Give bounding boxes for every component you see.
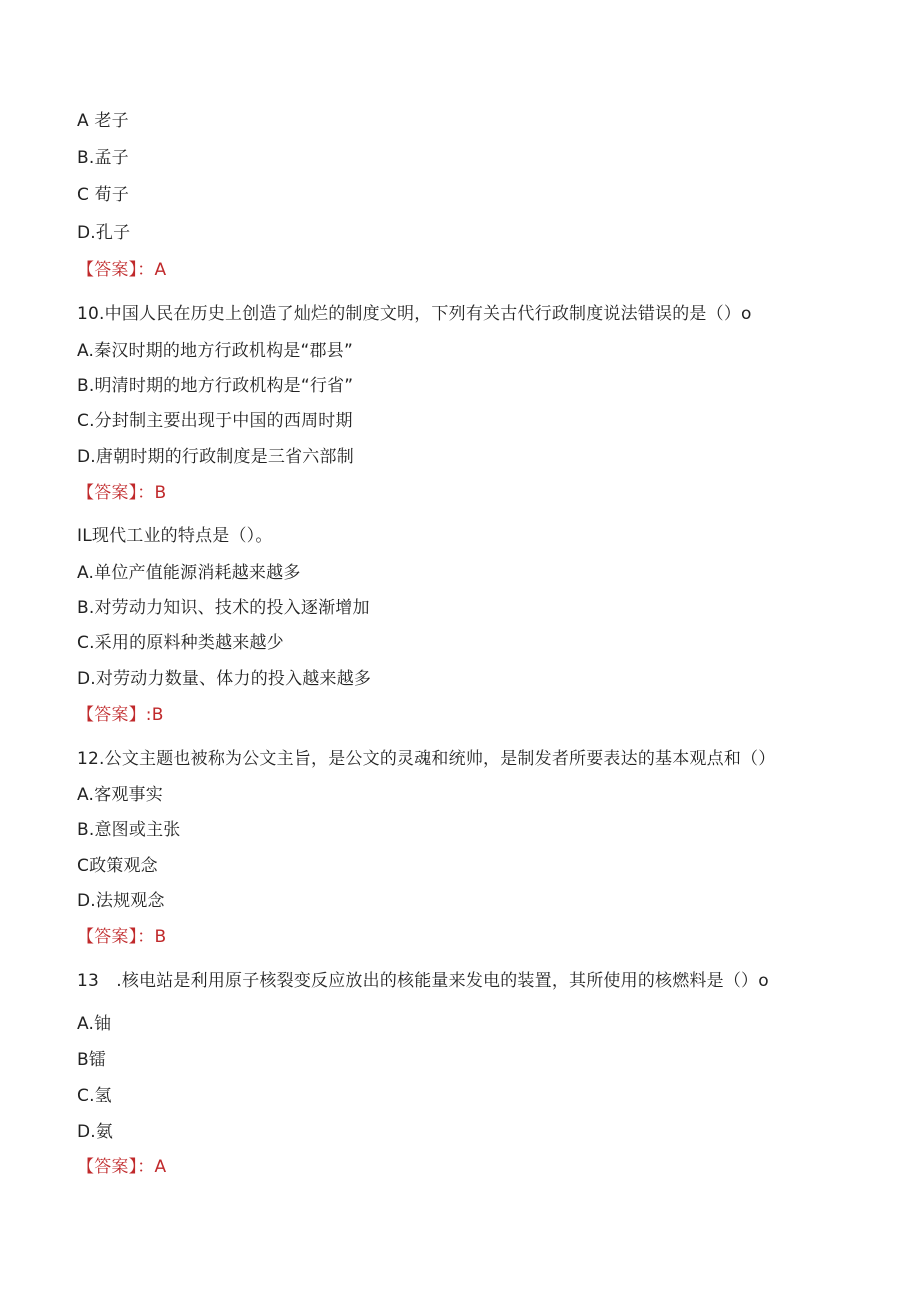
answer-q9: 【答案】：A xyxy=(77,260,167,280)
option-b-mengzi: B.孟子 xyxy=(77,148,129,168)
answer-q12: 【答案】：B xyxy=(77,927,167,947)
option-c-xunzi: C 荀子 xyxy=(77,185,130,205)
option-a-laozi: A 老子 xyxy=(77,111,129,131)
option-11-c: C.采用的原料种类越来越少 xyxy=(77,633,284,653)
option-10-b: B.明清时期的地方行政机构是“行省” xyxy=(77,376,354,396)
option-13-a: A.铀 xyxy=(77,1014,112,1034)
answer-q11: 【答案】:B xyxy=(77,705,164,725)
option-13-c: C.氢 xyxy=(77,1086,112,1106)
answer-q13: 【答案】：A xyxy=(77,1157,167,1177)
option-11-d: D.对劳动力数量、体力的投入越来越多 xyxy=(77,669,372,689)
question-13: 13 .核电站是利用原子核裂变反应放出的核能量来发电的装置，其所使用的核燃料是（）o xyxy=(77,971,769,991)
question-10: 10.中国人民在历史上创造了灿烂的制度文明，下列有关古代行政制度说法错误的是（）o xyxy=(77,304,752,324)
option-12-c: C政策观念 xyxy=(77,856,158,876)
option-12-a: A.客观事实 xyxy=(77,785,163,805)
option-12-b: B.意图或主张 xyxy=(77,820,181,840)
answer-q10: 【答案】：B xyxy=(77,483,167,503)
question-12: 12.公文主题也被称为公文主旨，是公文的灵魂和统帅，是制发者所要表达的基本观点和（） xyxy=(77,749,776,769)
option-12-d: D.法规观念 xyxy=(77,891,165,911)
option-10-c: C.分封制主要出现于中国的西周时期 xyxy=(77,411,353,431)
option-13-d: D.氨 xyxy=(77,1122,114,1142)
option-10-d: D.唐朝时期的行政制度是三省六部制 xyxy=(77,447,354,467)
option-11-a: A.单位产值能源消耗越来越多 xyxy=(77,563,301,583)
option-d-kongzi: D.孔子 xyxy=(77,223,131,243)
option-13-b: B镭 xyxy=(77,1050,107,1070)
option-11-b: B.对劳动力知识、技术的投入逐渐增加 xyxy=(77,598,370,618)
question-11: IL现代工业的特点是（）。 xyxy=(77,526,273,546)
option-10-a: A.秦汉时期的地方行政机构是“郡县” xyxy=(77,341,353,361)
